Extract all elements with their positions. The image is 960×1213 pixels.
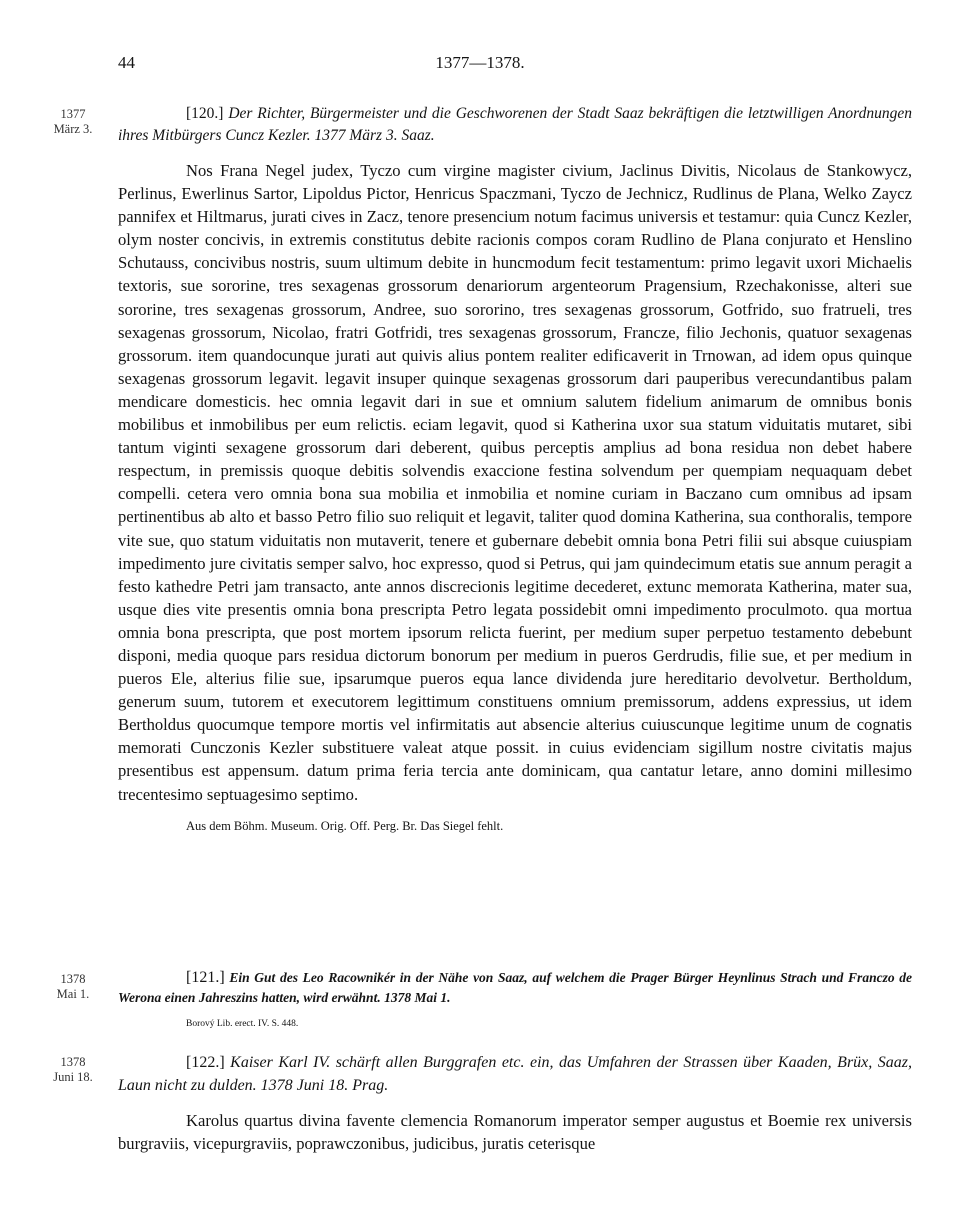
margin-date	[38, 1055, 108, 1085]
margin-day: März 3.	[53, 122, 93, 136]
margin-date	[38, 107, 108, 137]
entry-number: [122.]	[186, 1054, 225, 1071]
entry-number: [121.]	[186, 969, 225, 986]
entry-title	[118, 103, 912, 147]
page-header	[0, 53, 960, 75]
entry-title-text: Ein Gut des Leo Racownikér in der Nähe von Saaz, auf welchem die Prager Bürger Heynlinus Strach und Franczo de Werona einen Jahreszins hatten, wird erwähnt. 1378 Mai 1.	[118, 970, 912, 1005]
entry-title	[118, 1051, 912, 1097]
entry-text: Nos Frana Negel judex, Tyczo cum virgine magister civium, Jaclinus Divitis, Nicolaus de Stankowycz, Perlinus, Ewerlinus Sartor, Lipoldus Pictor, Henricus Spaczmani, Tyczo de Jechnicz, Rudlinus de Plana, Welko Zaycz pannifex et Hiltmarus, jurati cives in Zacz, tenore presencium notum facimus universis et testamur: quia Cuncz Kezler, olym noster concivis, in extremis constitutus debite racionis compos coram Rudlino de Plana conjurato et Henslino Schutauss, concivibus nostris, suum ultimum debite in huncmodum fecit testamentum: primo legavit uxori Michaelis textoris, sue sororine, tres sexagenas grossorum denariorum argenteorum Pragensium, Rzechakonisse, alteri sue sororine, tres sexagenas grossorum, Andree, suo sororino, tres sexagenas grossorum, Gotfrido, suo fratrueli, tres sexagenas grossorum, Nicolao, fratri Gotfridi, tres sexagenas grossorum, Francze, filio Jechonis, quatuor sexagenas grossorum. item quandocunque jurati aut quivis alius pontem realiter edificaverit in Trnowan, ad idem opus quinque sexagenas grossorum legavit. legavit insuper quinque sexagenas grossorum dari pauperibus verecundantibus palam mendicare domesticis. hec omnia legavit dari in sue et omnium salutem fidelium animarum de omnibus bonis mobilibus et inmobilibus per eum relictis. eciam legavit, quod si Katherina uxor sua statum viduitatis mutaret, sibi tantum viginti sexagene grossorum dari deberent, quibus perceptis amplius ad bona residua non debet habere respectum, in premissis quoque debitis solvendis exaccione festina solvendum per quempiam nequaquam debet compelli. cetera vero omnia bona sua mobilia et inmobilia et nomine curiam in Baczano cum omnibus ad ipsam pertinentibus ab alto et basso Petro filio suo reliquit et legavit, taliter quod domina Katherina, sua conthoralis, tempore vite sue, quo statum viduitatis non mutaverit, tenere et gubernare debebit omnia bona Petri filii sui absque cuiuspiam impedimento jure civitatis semper salvo, hoc expresso, quod si Petrus, qui jam quindecimum etatis sue annum peragit a festo kathedre Petri jam transacto, ante annos discrecionis legitime decederet, extunc memorata Katherina, mater sua, usque dies vite presentis omnia bona prescripta Petro legata possidebit omni impedimento proculmoto. qua mortua omnia bona prescripta, que post mortem ipsorum relicta fuerint, per medium super perpetuo testamento debebunt disponi, media quoque pars residua dictorum bonorum per medium in pueros Gerdrudis, filie sue, et per medium in pueros Ele, alterius filie sue, ipsarumque pueros equa lance dividenda jure hereditario devolvetur. Bertholdum, generum suum, tutorem et executorem legittimum constituens omnium premissorum, addens expressius, ut idem Bertholdus quocumque tempore mortis vel infirmitatis aut absencie alterius cuiuscunque legitime unum de cognatis memorati Cunczonis Kezler substituere valeat atque possit. in cuius evidenciam sigillum nostre civitatis majus presentibus est appensum. datum prima feria tercia ante dominicam, qua cantatur letare, anno domini millesimo trecentesimo septuagesimo septimo.	[118, 161, 912, 804]
margin-day: Mai 1.	[56, 987, 90, 1001]
margin-date	[38, 972, 108, 1002]
entry-title-text: Der Richter, Bürgermeister und die Geschworenen der Stadt Saaz bekräftigen die letztwilligen Anordnungen ihres Mitbürgers Cuncz Kezler. 1377 März 3. Saaz.	[118, 105, 912, 144]
entry-source: Aus dem Böhm. Museum. Orig. Off. Perg. Br. Das Siegel fehlt.	[186, 818, 504, 833]
margin-day: Juni 18.	[53, 1070, 93, 1084]
entry-title	[118, 968, 912, 1008]
page-number: 44	[118, 53, 135, 72]
margin-year: 1377	[60, 107, 86, 121]
entry-source: Borový Lib. erect. IV. S. 448.	[186, 1019, 299, 1029]
entry-title-text: Kaiser Karl IV. schärft allen Burggrafen etc. ein, das Umfahren der Strassen über Kaaden, Brüx, Saaz, Laun nicht zu dulden. 1378 Juni 18. Prag.	[118, 1054, 912, 1094]
margin-year: 1378	[60, 1055, 86, 1069]
entry-text: Karolus quartus divina favente clemencia Romanorum imperator semper augustus et Boemie rex universis burgraviis, vicepurgraviis, poprawczonibus, judicibus, juratis ceterisque	[118, 1111, 912, 1154]
entry-number: [120.]	[186, 105, 224, 122]
margin-year: 1378	[60, 972, 86, 986]
page-years: 1377—1378.	[435, 53, 525, 72]
